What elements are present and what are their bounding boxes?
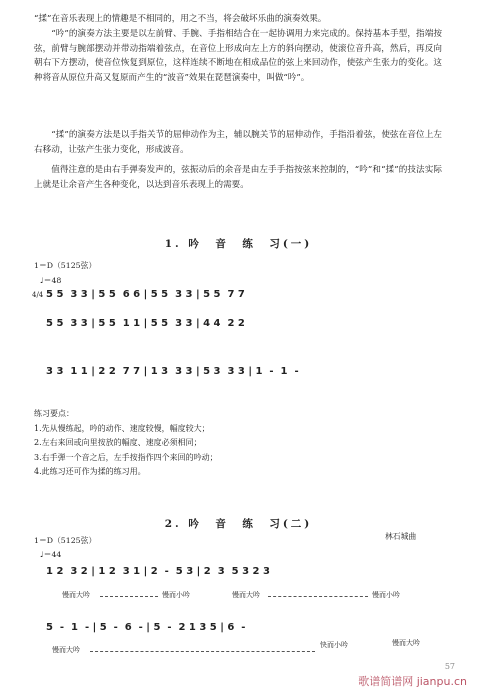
exercise2-mark-3: 慢而大吟 xyxy=(232,591,260,599)
intro-paragraph-1: “揉”在音乐表现上的情趣是不相同的，用之不当，将会破坏乐曲的演奏效果。 xyxy=(34,14,327,24)
exercise2-dash-1 xyxy=(100,596,158,597)
practice-points-heading: 练习要点： xyxy=(34,409,74,418)
exercise2-tempo: ♩＝44 xyxy=(40,550,62,559)
exercise1-line-1-notes: 5 5 3 3 | 5 5 6 6 | 5 5 3 3 | 5 5 7 7 xyxy=(46,289,245,300)
exercise2-dash-3 xyxy=(90,651,315,652)
intro-paragraph-3: “揉”的演奏方法是以手指关节的屈伸动作为主，辅以腕关节的屈伸动作，手指沿着弦，使弦在音位上左右移动，让弦产生张力变化，形成波音。 xyxy=(34,130,442,155)
practice-point-1: 1.先从慢练起，吟的动作、速度较慢，幅度较大； xyxy=(34,423,210,433)
exercise1-line-3-notes: 3 3 1 1 | 2 2 7 7 | 1 3 3 3 | 5 3 3 3 | 1 - 1 - xyxy=(46,366,299,377)
watermark-text: 歌谱简谱网 jianpu.cn xyxy=(358,675,467,688)
exercise2-mark-2: 慢而小吟 xyxy=(162,591,190,599)
page-number: 57 xyxy=(444,662,455,671)
exercise2-mark-5: 慢而大吟 xyxy=(52,646,80,654)
intro-paragraph-2: “吟”的演奏方法主要是以左前臂、手腕、手指相结合在一起协调用力来完成的。保持基本手型，指端按弦，前臂与腕部摆动并带动指端着弦点，在音位上形成向左上方的斜向摆动，使滚位音升高，然后，再反向朝右下方摆动，使音位恢复到原位，这样连续不断地在相成品位的弦上来回动作，使弦产生张力的变化。这种将音从原位升高又复原而产生的“波音”效果在琵琶演奏中，叫做“吟”。 xyxy=(34,29,442,83)
exercise2-dash-2 xyxy=(268,596,368,597)
exercise2-mark-7: 慢而大吟 xyxy=(392,639,420,647)
exercise1-time-signature: 4/4 xyxy=(32,291,44,299)
exercise2-mark-4: 慢而小吟 xyxy=(372,591,400,599)
practice-points xyxy=(34,407,218,480)
exercise2-mark-1: 慢而大吟 xyxy=(62,591,90,599)
intro-paragraph-4: 值得注意的是由右手弹奏发声的，弦振动后的余音是由左手手指按弦来控制的，“吟”和“揉”的技法实际上就是让余音产生各种变化，以达到音乐表现上的需要。 xyxy=(34,165,442,190)
exercise2-mark-6: 快而小吟 xyxy=(320,641,348,649)
practice-point-3: 3.右手弹一个音之后，左手按指作四个来回的吟动； xyxy=(34,452,218,462)
practice-point-2: 2.左右来回或向里按放的幅度、速度必须相同； xyxy=(34,438,202,447)
exercise2-staff-line-1 xyxy=(32,566,448,588)
exercise2-title: 2. 吟 音 练 习(二) xyxy=(164,518,313,530)
exercise1-tempo: ♩＝48 xyxy=(40,276,62,285)
practice-point-4: 4.此练习还可作为揉的练习用。 xyxy=(34,467,146,476)
exercise2-key: 1＝D（5125弦） xyxy=(34,536,97,545)
exercise1-key: 1＝D（5125弦） xyxy=(34,261,97,270)
exercise1-staff-line-1 xyxy=(32,289,448,311)
exercise1-title: 1. 吟 音 练 习(一) xyxy=(164,238,313,250)
exercise2-composer: 林石城曲 xyxy=(385,532,417,541)
exercise1-staff-line-3 xyxy=(32,366,448,388)
exercise2-staff-line-2 xyxy=(32,622,448,644)
exercise2-line-1-notes: 1 2 3 2 | 1 2 3 1 | 2 - 5 3 | 2 3 5 3 2 3 xyxy=(46,566,270,577)
exercise1-line-2-notes: 5 5 3 3 | 5 5 1 1 | 5 5 3 3 | 4 4 2 2 xyxy=(46,318,245,329)
exercise2-line-2-notes: 5 - 1 - | 5 - 6 - | 5 - 2 1 3 5 | 6 - xyxy=(46,622,246,633)
exercise1-staff-line-2 xyxy=(32,318,448,340)
